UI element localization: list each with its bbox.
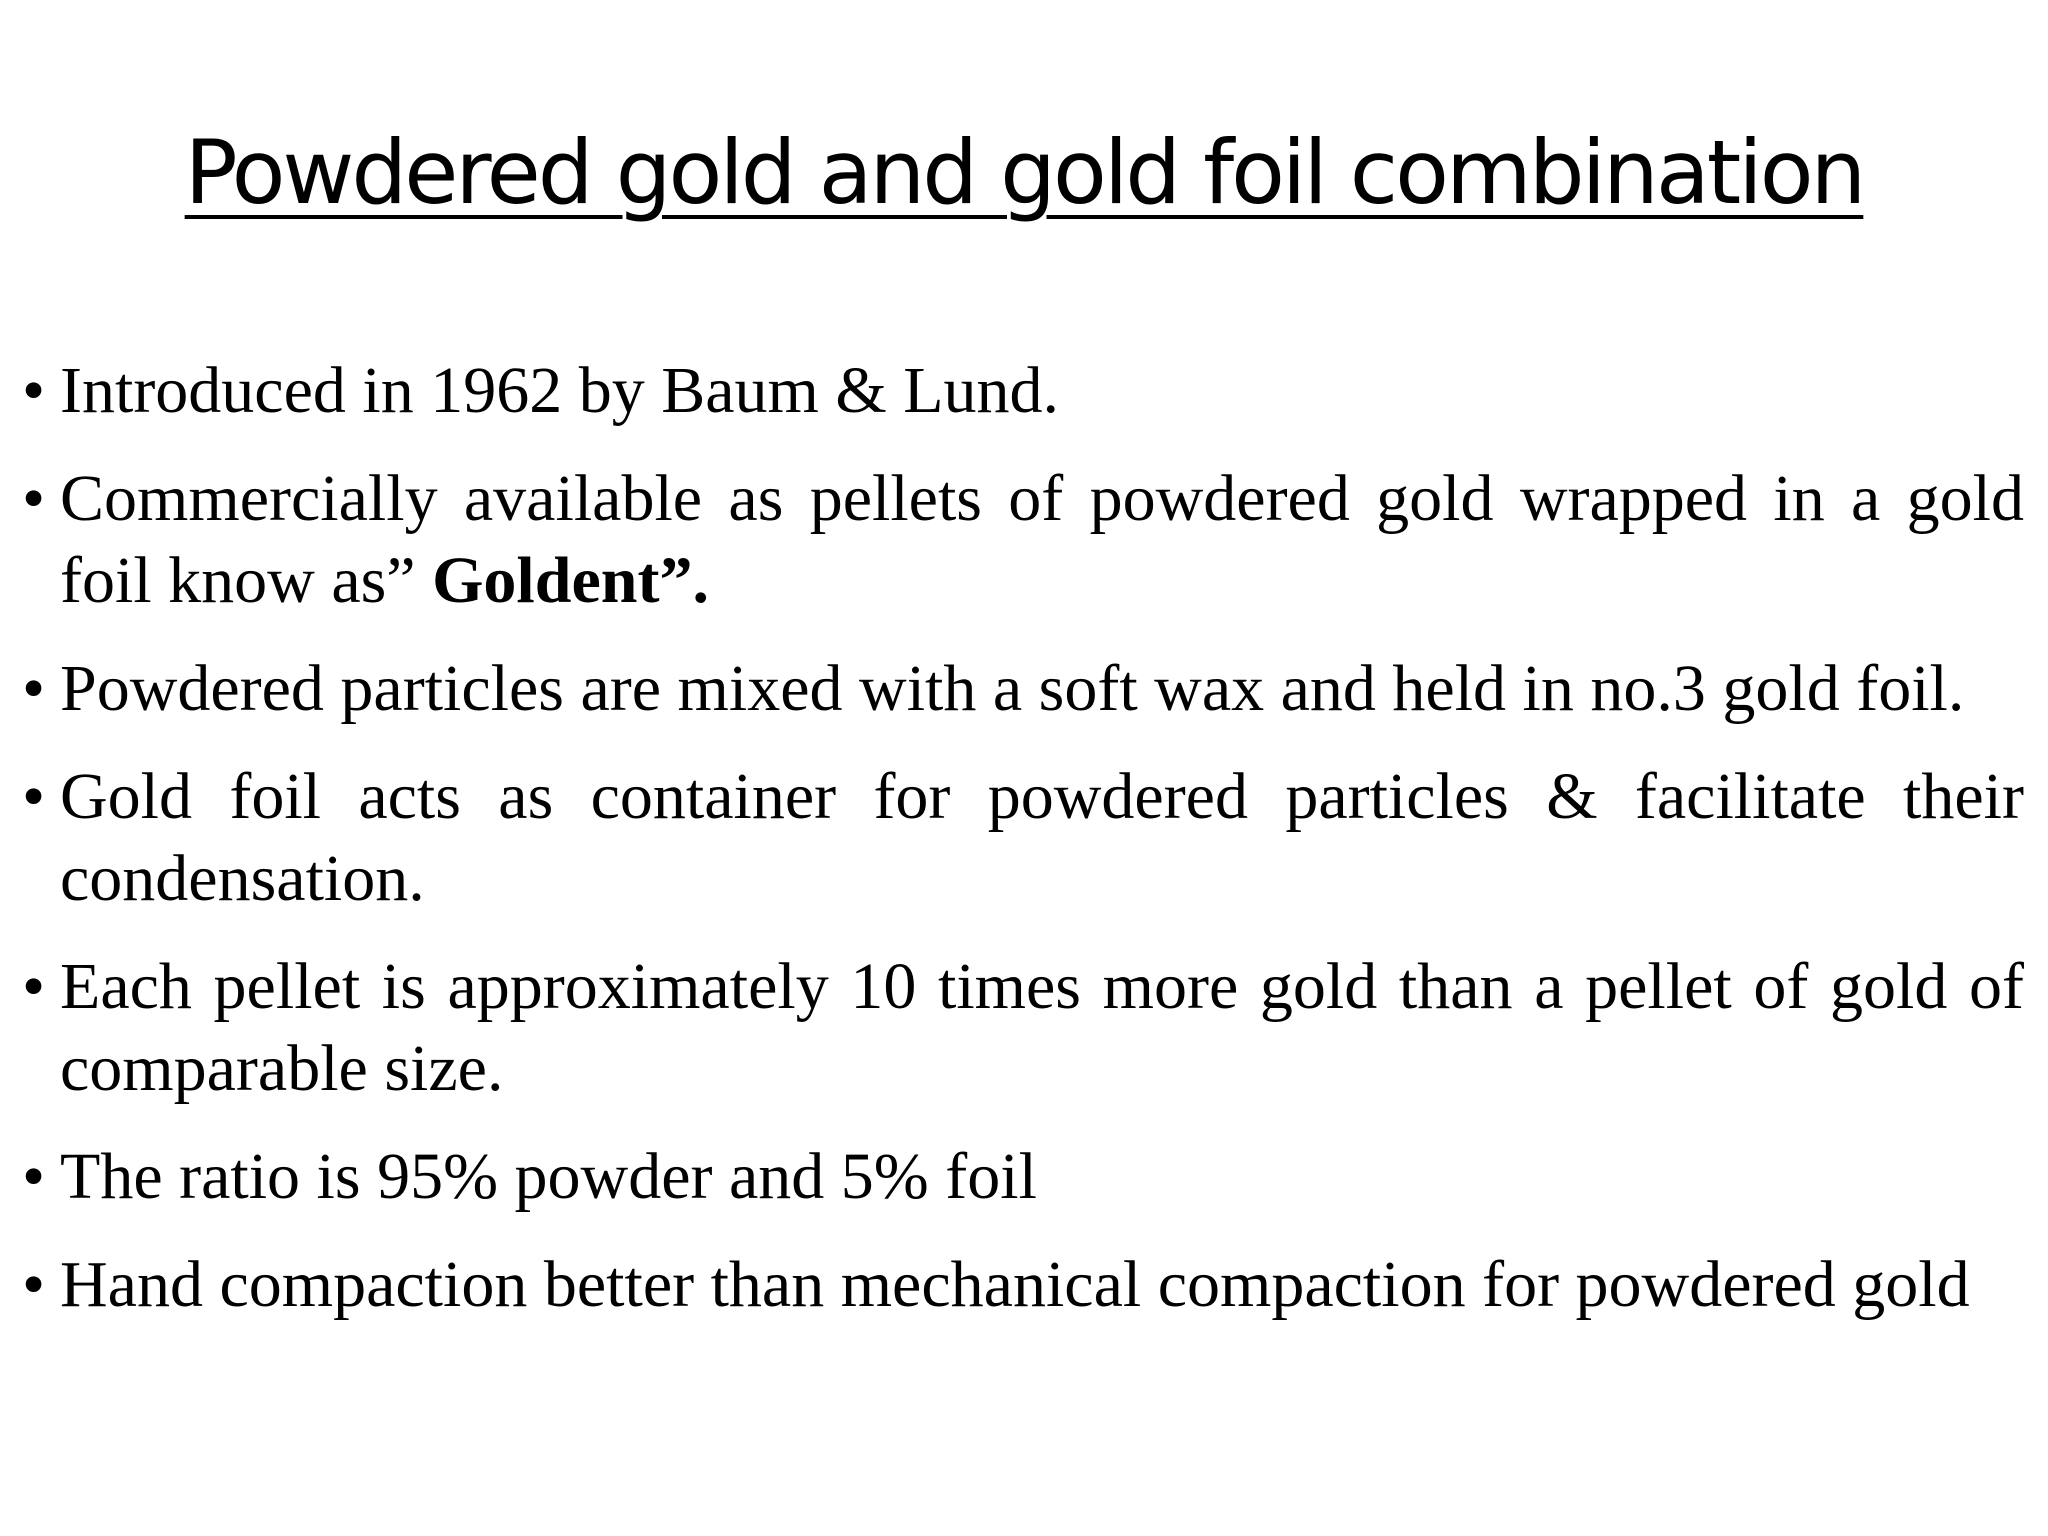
- bullet-text: Hand compaction better than mechanical compaction for powdered gold: [60, 1248, 1970, 1321]
- bullet-item: [22, 648, 2024, 730]
- bullet-dot-icon: •: [22, 652, 46, 725]
- bullet-item: [22, 1244, 2024, 1326]
- bullet-text: Introduced in 1962 by Baum & Lund.: [60, 354, 1060, 427]
- bullet-dot-icon: •: [22, 462, 46, 535]
- bullet-text: Each pellet is approximately 10 times more gold than a pellet of gold of comparable size.: [60, 950, 2024, 1105]
- bullet-item: [22, 946, 2024, 1110]
- bullet-item: [22, 756, 2024, 920]
- bullet-dot-icon: •: [22, 354, 46, 427]
- slide-title-text: Powdered gold and gold foil combination: [184, 121, 1864, 224]
- bullet-text: The ratio is 95% powder and 5% foil: [60, 1140, 1037, 1213]
- bullet-list: [22, 350, 2024, 1352]
- bullet-item: [22, 458, 2024, 622]
- bullet-dot-icon: •: [22, 950, 46, 1023]
- bullet-text: Commercially available as pellets of powdered gold wrapped in a gold foil know as”: [60, 462, 2024, 617]
- bullet-dot-icon: •: [22, 1140, 46, 1213]
- bullet-item: [22, 350, 2024, 432]
- bullet-bold-text: Goldent”.: [432, 544, 709, 617]
- slide-title: [0, 118, 2048, 228]
- bullet-text: Gold foil acts as container for powdered particles & facilitate their condensation.: [60, 760, 2024, 915]
- bullet-dot-icon: •: [22, 760, 46, 833]
- bullet-dot-icon: •: [22, 1248, 46, 1321]
- bullet-text: Powdered particles are mixed with a soft wax and held in no.3 gold foil.: [60, 652, 1965, 725]
- bullet-item: [22, 1136, 2024, 1218]
